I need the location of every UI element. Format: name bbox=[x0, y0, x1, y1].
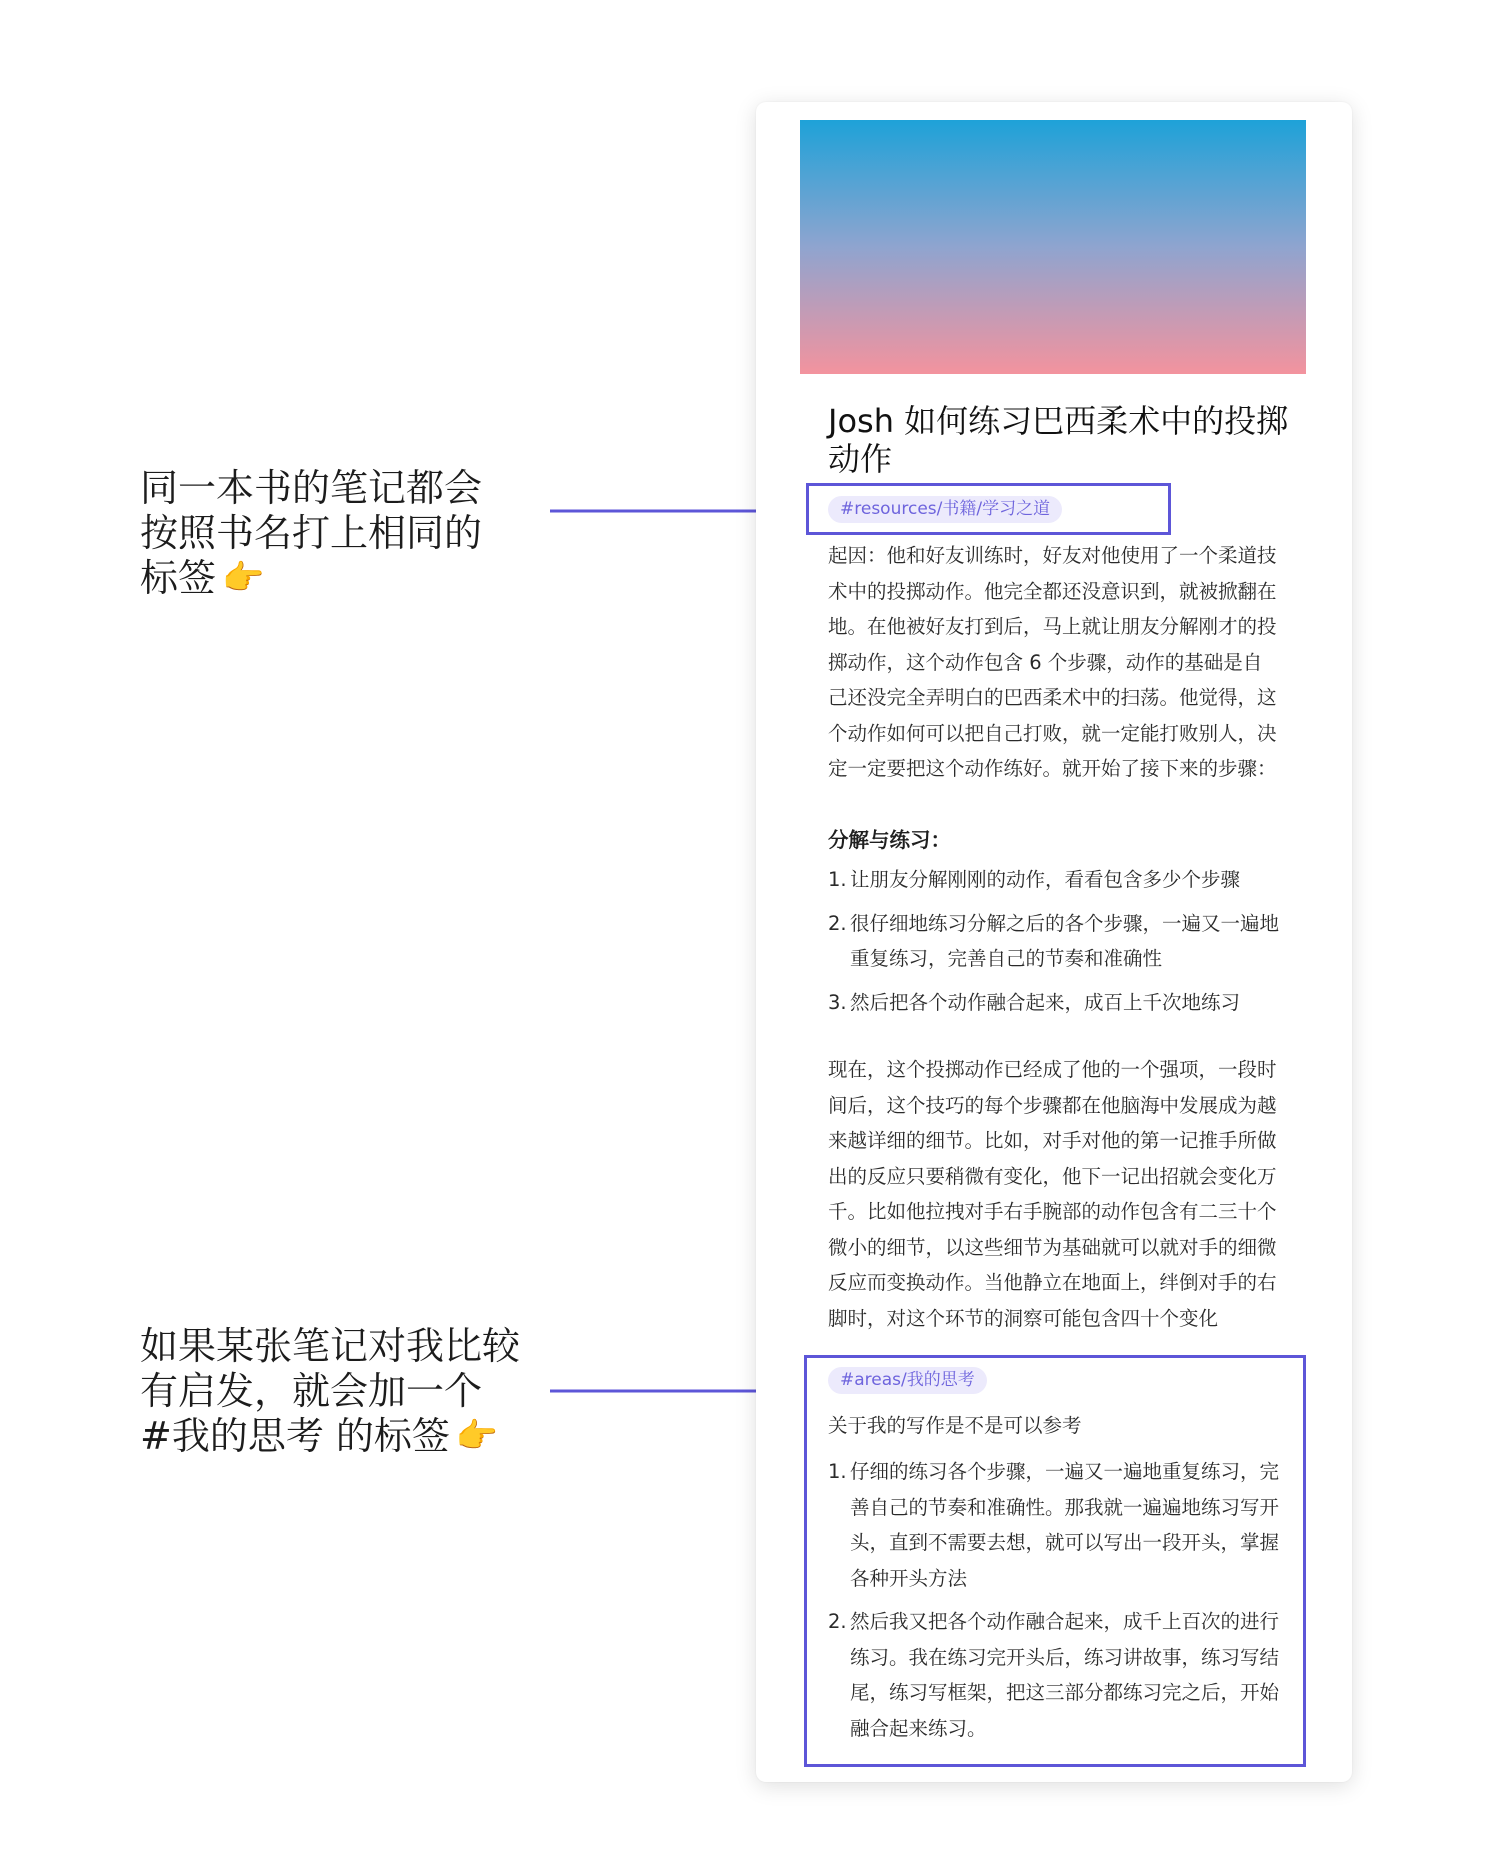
annotation-line: 同一本书的笔记都会 bbox=[140, 466, 483, 510]
pointing-right-hand-icon: 👉 bbox=[455, 1416, 499, 1456]
pointing-right-hand-icon: 👉 bbox=[222, 558, 265, 598]
annotation-line: 按照书名打上相同的 bbox=[140, 511, 483, 555]
note-paragraph-result: 现在，这个投掷动作已经成了他的一个强项，一段时间后，这个技巧的每个步骤都在他脑海中发展成为越来越详细的细节。比如，对手对他的第一记推手所做出的反应只要稍微有变化，他下一记出招就会变化万千。比如他拉拽对手右手腕部的动作包含有二三十个微小的细节，以这些细节为基础就可以就对手的细微反应而变换动作。当他静立在地面上，绊倒对手的右脚时，对这个环节的洞察可能包含四十个变化 bbox=[828, 1058, 1277, 1330]
list-item bbox=[828, 862, 1288, 898]
list-item bbox=[828, 906, 1288, 977]
cover-image bbox=[800, 120, 1306, 374]
list-number: 1. bbox=[828, 1460, 847, 1483]
annotation-line: 如果某张笔记对我比较 bbox=[140, 1324, 521, 1368]
list-number: 3. bbox=[828, 990, 847, 1014]
list-number: 2. bbox=[828, 911, 847, 935]
annotation-line: 有启发，就会加一个 bbox=[140, 1369, 483, 1413]
note-paragraph-intro: 起因：他和好友训练时，好友对他使用了一个柔道技术中的投掷动作。他完全都还没意识到，就被掀翻在地。在他被好友打到后，马上就让朋友分解刚才的投掷动作，这个动作包含 6 个步骤，动作的基础是自己还没完全弄明白的巴西柔术中的扫荡。他觉得，这个动作如何可以把自己打败，就一定能打败别人，决定一定要把这个动作练好。就开始了接下来的步骤： bbox=[828, 544, 1277, 780]
thinking-list bbox=[828, 1454, 1288, 1746]
annotation-line: #我的思考 的标签 bbox=[140, 1414, 450, 1458]
list-item-text: 仔细的练习各个步骤，一遍又一遍地重复练习，完善自己的节奏和准确性。那我就一遍遍地练习写开头，直到不需要去想，就可以写出一段开头，掌握各种开头方法 bbox=[850, 1460, 1280, 1590]
list-item bbox=[828, 985, 1288, 1021]
list-item bbox=[828, 1604, 1288, 1746]
list-item bbox=[828, 1454, 1288, 1596]
annotation-line: 标签 bbox=[140, 556, 217, 600]
list-item-text: 很仔细地练习分解之后的各个步骤，一遍又一遍地重复练习，完善自己的节奏和准确性 bbox=[850, 911, 1280, 970]
list-number: 2. bbox=[828, 1610, 847, 1633]
thinking-title: 关于我的写作是不是可以参考 bbox=[828, 1414, 1082, 1437]
list-item-text: 然后把各个动作融合起来，成百上千次地练习 bbox=[850, 990, 1241, 1014]
annotation-same-book-tag bbox=[140, 466, 482, 601]
note-title: Josh 如何练习巴西柔术中的投掷动作 bbox=[828, 402, 1289, 478]
list-item-text: 然后我又把各个动作融合起来，成千上百次的进行练习。我在练习完开头后，练习讲故事，练习写结尾，练习写框架，把这三部分都练习完之后，开始融合起来练习。 bbox=[850, 1610, 1280, 1740]
list-number: 1. bbox=[828, 868, 847, 891]
steps-list bbox=[828, 862, 1288, 1020]
tag-thinking[interactable]: #areas/我的思考 bbox=[828, 1367, 987, 1394]
list-item-text: 让朋友分解刚刚的动作，看看包含多少个步骤 bbox=[850, 868, 1241, 891]
tag-book[interactable]: #resources/书籍/学习之道 bbox=[828, 496, 1062, 523]
annotation-thinking-tag bbox=[140, 1324, 520, 1459]
note-subheading: 分解与练习： bbox=[828, 828, 951, 852]
note-card[interactable] bbox=[756, 102, 1352, 1782]
